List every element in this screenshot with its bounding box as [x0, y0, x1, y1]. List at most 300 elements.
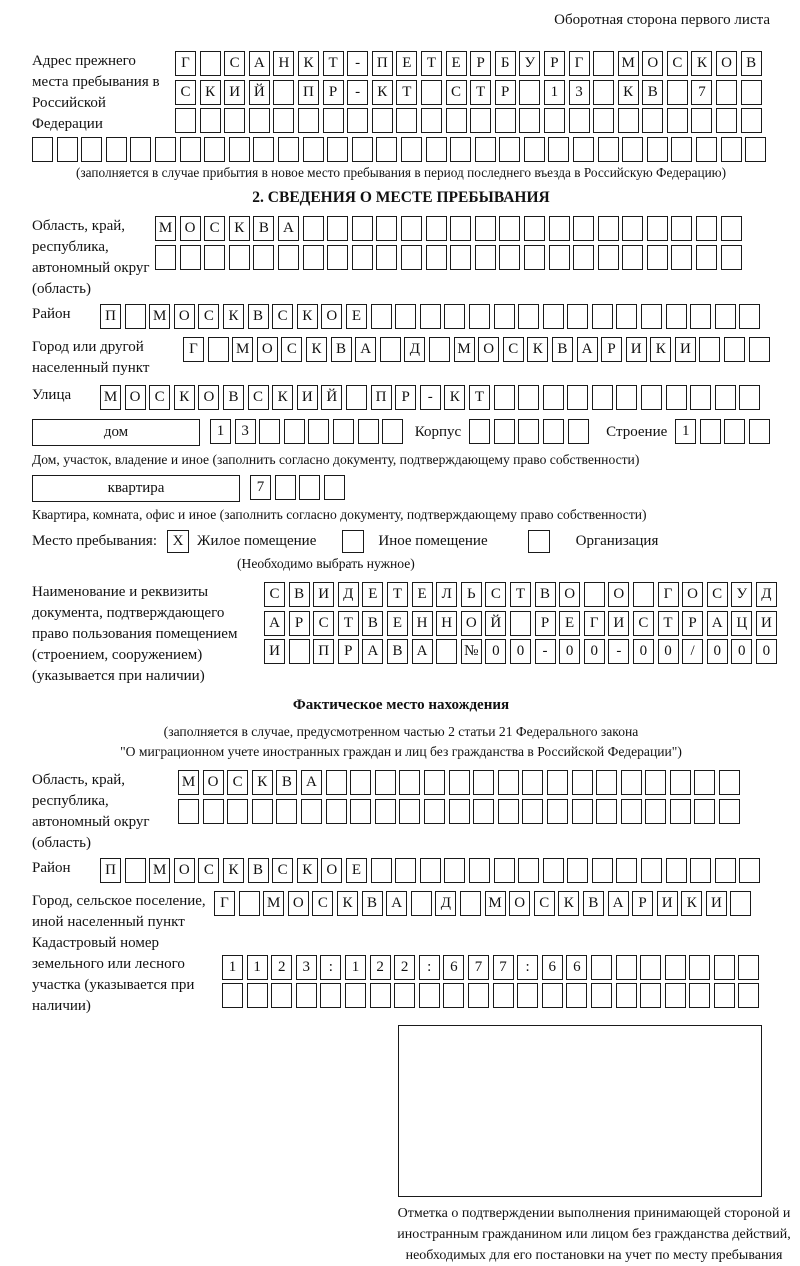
char-box[interactable] — [394, 983, 415, 1008]
char-box[interactable] — [284, 419, 305, 444]
char-box[interactable] — [370, 983, 391, 1008]
char-box[interactable] — [125, 858, 146, 883]
char-box[interactable] — [499, 245, 520, 270]
char-box[interactable]: Р — [682, 611, 703, 636]
char-box[interactable]: Т — [470, 80, 491, 105]
char-box[interactable]: Р — [289, 611, 310, 636]
char-box[interactable] — [333, 419, 354, 444]
char-box[interactable] — [299, 475, 320, 500]
char-box[interactable]: Е — [559, 611, 580, 636]
char-box[interactable] — [371, 304, 392, 329]
char-box[interactable] — [327, 216, 348, 241]
char-box[interactable]: В — [248, 304, 269, 329]
char-box[interactable]: Г — [584, 611, 605, 636]
char-box[interactable] — [670, 770, 691, 795]
char-box[interactable] — [596, 770, 617, 795]
char-box[interactable]: С — [149, 385, 170, 410]
char-box[interactable] — [518, 304, 539, 329]
char-box[interactable]: 1 — [675, 419, 696, 444]
char-box[interactable]: Ц — [731, 611, 752, 636]
char-box[interactable]: Р — [535, 611, 556, 636]
char-box[interactable] — [642, 108, 663, 133]
char-box[interactable]: 0 — [756, 639, 777, 664]
char-box[interactable] — [592, 385, 613, 410]
char-box[interactable]: В — [642, 80, 663, 105]
char-box[interactable] — [180, 137, 201, 162]
char-box[interactable] — [396, 108, 417, 133]
char-box[interactable]: - — [420, 385, 441, 410]
char-box[interactable]: И — [756, 611, 777, 636]
char-box[interactable]: В — [248, 858, 269, 883]
char-box[interactable] — [715, 304, 736, 329]
char-box[interactable] — [721, 245, 742, 270]
char-box[interactable]: К — [297, 858, 318, 883]
char-box[interactable] — [524, 245, 545, 270]
char-box[interactable] — [303, 245, 324, 270]
char-box[interactable] — [715, 858, 736, 883]
char-box[interactable]: К — [297, 304, 318, 329]
char-box[interactable]: К — [200, 80, 221, 105]
char-box[interactable]: А — [386, 891, 407, 916]
char-box[interactable]: И — [706, 891, 727, 916]
char-box[interactable] — [475, 216, 496, 241]
char-box[interactable] — [326, 770, 347, 795]
char-box[interactable]: О — [716, 51, 737, 76]
char-box[interactable]: С — [272, 858, 293, 883]
char-box[interactable]: С — [313, 611, 334, 636]
char-box[interactable]: 6 — [443, 955, 464, 980]
char-box[interactable]: К — [337, 891, 358, 916]
char-box[interactable] — [641, 858, 662, 883]
char-box[interactable] — [622, 137, 643, 162]
char-box[interactable] — [671, 137, 692, 162]
char-box[interactable]: Т — [469, 385, 490, 410]
char-box[interactable]: А — [707, 611, 728, 636]
char-box[interactable] — [326, 799, 347, 824]
char-box[interactable]: М — [149, 304, 170, 329]
char-box[interactable] — [666, 304, 687, 329]
char-box[interactable]: С — [633, 611, 654, 636]
char-box[interactable]: 1 — [544, 80, 565, 105]
char-box[interactable] — [395, 304, 416, 329]
char-box[interactable] — [593, 108, 614, 133]
char-box[interactable] — [449, 770, 470, 795]
apartment-type-box[interactable] — [32, 475, 240, 502]
char-box[interactable]: О — [125, 385, 146, 410]
char-box[interactable]: В — [741, 51, 762, 76]
char-box[interactable]: А — [362, 639, 383, 664]
char-box[interactable]: И — [313, 582, 334, 607]
char-box[interactable] — [616, 983, 637, 1008]
char-box[interactable] — [671, 245, 692, 270]
char-box[interactable] — [645, 799, 666, 824]
char-box[interactable] — [180, 245, 201, 270]
char-box[interactable]: М — [100, 385, 121, 410]
char-box[interactable]: - — [347, 80, 368, 105]
char-box[interactable]: О — [288, 891, 309, 916]
char-box[interactable]: Е — [446, 51, 467, 76]
char-box[interactable] — [573, 216, 594, 241]
char-box[interactable]: Р — [323, 80, 344, 105]
char-box[interactable] — [699, 337, 720, 362]
char-box[interactable] — [296, 983, 317, 1008]
char-box[interactable] — [572, 770, 593, 795]
char-box[interactable] — [696, 137, 717, 162]
char-box[interactable]: В — [253, 216, 274, 241]
char-box[interactable]: - — [608, 639, 629, 664]
char-box[interactable] — [495, 108, 516, 133]
char-box[interactable]: 7 — [691, 80, 712, 105]
char-box[interactable] — [273, 80, 294, 105]
char-box[interactable] — [622, 245, 643, 270]
char-box[interactable] — [276, 799, 297, 824]
char-box[interactable] — [178, 799, 199, 824]
char-box[interactable]: К — [229, 216, 250, 241]
char-box[interactable]: С — [248, 385, 269, 410]
char-box[interactable] — [719, 799, 740, 824]
char-box[interactable]: У — [519, 51, 540, 76]
char-box[interactable]: И — [264, 639, 285, 664]
char-box[interactable] — [694, 799, 715, 824]
char-box[interactable] — [547, 770, 568, 795]
char-box[interactable]: О — [203, 770, 224, 795]
char-box[interactable] — [420, 304, 441, 329]
char-box[interactable] — [665, 955, 686, 980]
char-box[interactable] — [689, 955, 710, 980]
char-box[interactable]: Г — [183, 337, 204, 362]
char-box[interactable]: М — [263, 891, 284, 916]
char-box[interactable]: - — [347, 51, 368, 76]
char-box[interactable]: В — [362, 611, 383, 636]
char-box[interactable]: М — [178, 770, 199, 795]
char-box[interactable] — [227, 799, 248, 824]
char-box[interactable] — [450, 245, 471, 270]
char-box[interactable] — [203, 799, 224, 824]
char-box[interactable] — [436, 639, 457, 664]
char-box[interactable]: 1 — [210, 419, 231, 444]
char-box[interactable]: Т — [510, 582, 531, 607]
char-box[interactable]: Г — [214, 891, 235, 916]
char-box[interactable] — [691, 108, 712, 133]
char-box[interactable] — [247, 983, 268, 1008]
char-box[interactable]: К — [444, 385, 465, 410]
char-box[interactable] — [468, 983, 489, 1008]
char-box[interactable] — [724, 337, 745, 362]
char-box[interactable]: А — [301, 770, 322, 795]
char-box[interactable] — [229, 137, 250, 162]
char-box[interactable]: О — [321, 304, 342, 329]
char-box[interactable] — [106, 137, 127, 162]
char-box[interactable]: С — [198, 304, 219, 329]
char-box[interactable] — [549, 216, 570, 241]
char-box[interactable] — [475, 137, 496, 162]
char-box[interactable] — [421, 108, 442, 133]
char-box[interactable] — [222, 983, 243, 1008]
char-box[interactable]: В — [223, 385, 244, 410]
char-box[interactable] — [308, 419, 329, 444]
char-box[interactable] — [524, 216, 545, 241]
char-box[interactable]: Й — [485, 611, 506, 636]
char-box[interactable]: 1 — [247, 955, 268, 980]
char-box[interactable] — [298, 108, 319, 133]
char-box[interactable] — [621, 770, 642, 795]
char-box[interactable]: О — [461, 611, 482, 636]
char-box[interactable] — [616, 385, 637, 410]
char-box[interactable] — [81, 137, 102, 162]
char-box[interactable] — [596, 799, 617, 824]
char-box[interactable]: С — [534, 891, 555, 916]
char-box[interactable] — [598, 245, 619, 270]
char-box[interactable]: К — [681, 891, 702, 916]
char-box[interactable]: Р — [544, 51, 565, 76]
char-box[interactable] — [275, 475, 296, 500]
char-box[interactable] — [358, 419, 379, 444]
char-box[interactable] — [301, 799, 322, 824]
char-box[interactable] — [518, 419, 539, 444]
char-box[interactable] — [591, 983, 612, 1008]
char-box[interactable] — [278, 137, 299, 162]
char-box[interactable]: 0 — [485, 639, 506, 664]
char-box[interactable]: Н — [436, 611, 457, 636]
char-box[interactable] — [640, 983, 661, 1008]
char-box[interactable]: О — [257, 337, 278, 362]
other-premise-checkbox[interactable] — [342, 530, 364, 553]
char-box[interactable] — [547, 799, 568, 824]
char-box[interactable]: М — [618, 51, 639, 76]
char-box[interactable]: О — [180, 216, 201, 241]
char-box[interactable]: 6 — [542, 955, 563, 980]
char-box[interactable] — [569, 108, 590, 133]
char-box[interactable] — [200, 108, 221, 133]
char-box[interactable] — [667, 80, 688, 105]
char-box[interactable]: 1 — [222, 955, 243, 980]
char-box[interactable] — [730, 891, 751, 916]
char-box[interactable]: 6 — [566, 955, 587, 980]
char-box[interactable] — [303, 137, 324, 162]
char-box[interactable]: П — [371, 385, 392, 410]
char-box[interactable]: М — [454, 337, 475, 362]
char-box[interactable] — [424, 799, 445, 824]
char-box[interactable] — [739, 304, 760, 329]
char-box[interactable] — [380, 337, 401, 362]
char-box[interactable]: О — [198, 385, 219, 410]
char-box[interactable] — [738, 955, 759, 980]
char-box[interactable] — [352, 137, 373, 162]
char-box[interactable]: Р — [495, 80, 516, 105]
char-box[interactable] — [616, 955, 637, 980]
char-box[interactable] — [352, 216, 373, 241]
char-box[interactable]: О — [174, 304, 195, 329]
char-box[interactable] — [584, 582, 605, 607]
char-box[interactable] — [323, 108, 344, 133]
char-box[interactable] — [593, 51, 614, 76]
char-box[interactable] — [375, 799, 396, 824]
char-box[interactable]: П — [100, 858, 121, 883]
char-box[interactable] — [249, 108, 270, 133]
char-box[interactable] — [350, 770, 371, 795]
char-box[interactable]: Г — [658, 582, 679, 607]
char-box[interactable] — [622, 216, 643, 241]
char-box[interactable]: 7 — [250, 475, 271, 500]
char-box[interactable] — [721, 216, 742, 241]
char-box[interactable] — [401, 245, 422, 270]
char-box[interactable] — [446, 108, 467, 133]
char-box[interactable]: : — [517, 955, 538, 980]
char-box[interactable] — [524, 137, 545, 162]
char-box[interactable]: Б — [495, 51, 516, 76]
char-box[interactable]: М — [485, 891, 506, 916]
char-box[interactable] — [460, 891, 481, 916]
char-box[interactable] — [499, 216, 520, 241]
char-box[interactable] — [573, 245, 594, 270]
char-box[interactable]: С — [485, 582, 506, 607]
char-box[interactable] — [689, 983, 710, 1008]
char-box[interactable]: А — [249, 51, 270, 76]
char-box[interactable]: Е — [362, 582, 383, 607]
char-box[interactable]: И — [626, 337, 647, 362]
char-box[interactable] — [469, 858, 490, 883]
char-box[interactable] — [352, 245, 373, 270]
char-box[interactable]: Д — [756, 582, 777, 607]
char-box[interactable]: Е — [396, 51, 417, 76]
char-box[interactable] — [542, 983, 563, 1008]
char-box[interactable]: С — [224, 51, 245, 76]
char-box[interactable]: К — [306, 337, 327, 362]
char-box[interactable] — [399, 799, 420, 824]
char-box[interactable] — [700, 419, 721, 444]
char-box[interactable] — [327, 245, 348, 270]
char-box[interactable] — [324, 475, 345, 500]
char-box[interactable]: Й — [321, 385, 342, 410]
char-box[interactable] — [543, 419, 564, 444]
char-box[interactable] — [573, 137, 594, 162]
char-box[interactable]: Т — [387, 582, 408, 607]
char-box[interactable]: К — [691, 51, 712, 76]
char-box[interactable]: 2 — [271, 955, 292, 980]
char-box[interactable]: К — [372, 80, 393, 105]
char-box[interactable] — [443, 983, 464, 1008]
char-box[interactable]: С — [227, 770, 248, 795]
char-box[interactable] — [716, 108, 737, 133]
char-box[interactable]: Е — [412, 582, 433, 607]
char-box[interactable]: В — [535, 582, 556, 607]
char-box[interactable]: С — [264, 582, 285, 607]
char-box[interactable] — [204, 245, 225, 270]
char-box[interactable] — [155, 137, 176, 162]
char-box[interactable] — [543, 858, 564, 883]
char-box[interactable] — [510, 611, 531, 636]
char-box[interactable]: № — [461, 639, 482, 664]
char-box[interactable]: С — [204, 216, 225, 241]
char-box[interactable]: В — [552, 337, 573, 362]
char-box[interactable] — [421, 80, 442, 105]
char-box[interactable] — [253, 137, 274, 162]
char-box[interactable]: У — [731, 582, 752, 607]
char-box[interactable] — [273, 108, 294, 133]
char-box[interactable] — [721, 137, 742, 162]
char-box[interactable] — [517, 983, 538, 1008]
char-box[interactable]: Е — [346, 858, 367, 883]
char-box[interactable] — [450, 137, 471, 162]
char-box[interactable]: В — [362, 891, 383, 916]
char-box[interactable] — [289, 639, 310, 664]
char-box[interactable] — [666, 385, 687, 410]
char-box[interactable]: В — [331, 337, 352, 362]
char-box[interactable]: Ь — [461, 582, 482, 607]
char-box[interactable] — [57, 137, 78, 162]
char-box[interactable]: П — [100, 304, 121, 329]
char-box[interactable]: 2 — [394, 955, 415, 980]
char-box[interactable]: Д — [435, 891, 456, 916]
char-box[interactable]: 3 — [296, 955, 317, 980]
char-box[interactable]: А — [264, 611, 285, 636]
char-box[interactable] — [567, 304, 588, 329]
char-box[interactable] — [549, 245, 570, 270]
char-box[interactable] — [670, 799, 691, 824]
char-box[interactable] — [690, 385, 711, 410]
char-box[interactable] — [749, 337, 770, 362]
char-box[interactable] — [621, 799, 642, 824]
char-box[interactable]: Р — [470, 51, 491, 76]
char-box[interactable] — [647, 137, 668, 162]
char-box[interactable] — [239, 891, 260, 916]
char-box[interactable]: 7 — [468, 955, 489, 980]
char-box[interactable] — [401, 137, 422, 162]
char-box[interactable]: Д — [404, 337, 425, 362]
char-box[interactable] — [548, 137, 569, 162]
char-box[interactable] — [739, 858, 760, 883]
char-box[interactable] — [376, 137, 397, 162]
char-box[interactable]: Р — [601, 337, 622, 362]
char-box[interactable] — [616, 858, 637, 883]
char-box[interactable]: К — [527, 337, 548, 362]
char-box[interactable] — [696, 216, 717, 241]
char-box[interactable]: А — [412, 639, 433, 664]
char-box[interactable]: О — [642, 51, 663, 76]
char-box[interactable] — [518, 385, 539, 410]
char-box[interactable]: О — [321, 858, 342, 883]
char-box[interactable]: 0 — [510, 639, 531, 664]
residential-checkbox[interactable]: X — [167, 530, 189, 553]
char-box[interactable] — [345, 983, 366, 1008]
char-box[interactable] — [382, 419, 403, 444]
char-box[interactable] — [592, 858, 613, 883]
char-box[interactable]: В — [387, 639, 408, 664]
char-box[interactable] — [444, 858, 465, 883]
char-box[interactable] — [641, 385, 662, 410]
char-box[interactable] — [745, 137, 766, 162]
char-box[interactable]: С — [707, 582, 728, 607]
char-box[interactable] — [498, 799, 519, 824]
char-box[interactable]: В — [276, 770, 297, 795]
char-box[interactable] — [641, 304, 662, 329]
char-box[interactable]: Г — [569, 51, 590, 76]
char-box[interactable]: О — [682, 582, 703, 607]
char-box[interactable] — [544, 108, 565, 133]
char-box[interactable] — [444, 304, 465, 329]
char-box[interactable]: 3 — [235, 419, 256, 444]
char-box[interactable] — [498, 770, 519, 795]
char-box[interactable] — [741, 108, 762, 133]
char-box[interactable] — [346, 385, 367, 410]
char-box[interactable] — [667, 108, 688, 133]
char-box[interactable] — [749, 419, 770, 444]
char-box[interactable] — [741, 80, 762, 105]
char-box[interactable]: Н — [273, 51, 294, 76]
char-box[interactable] — [592, 304, 613, 329]
char-box[interactable] — [426, 137, 447, 162]
char-box[interactable] — [724, 419, 745, 444]
